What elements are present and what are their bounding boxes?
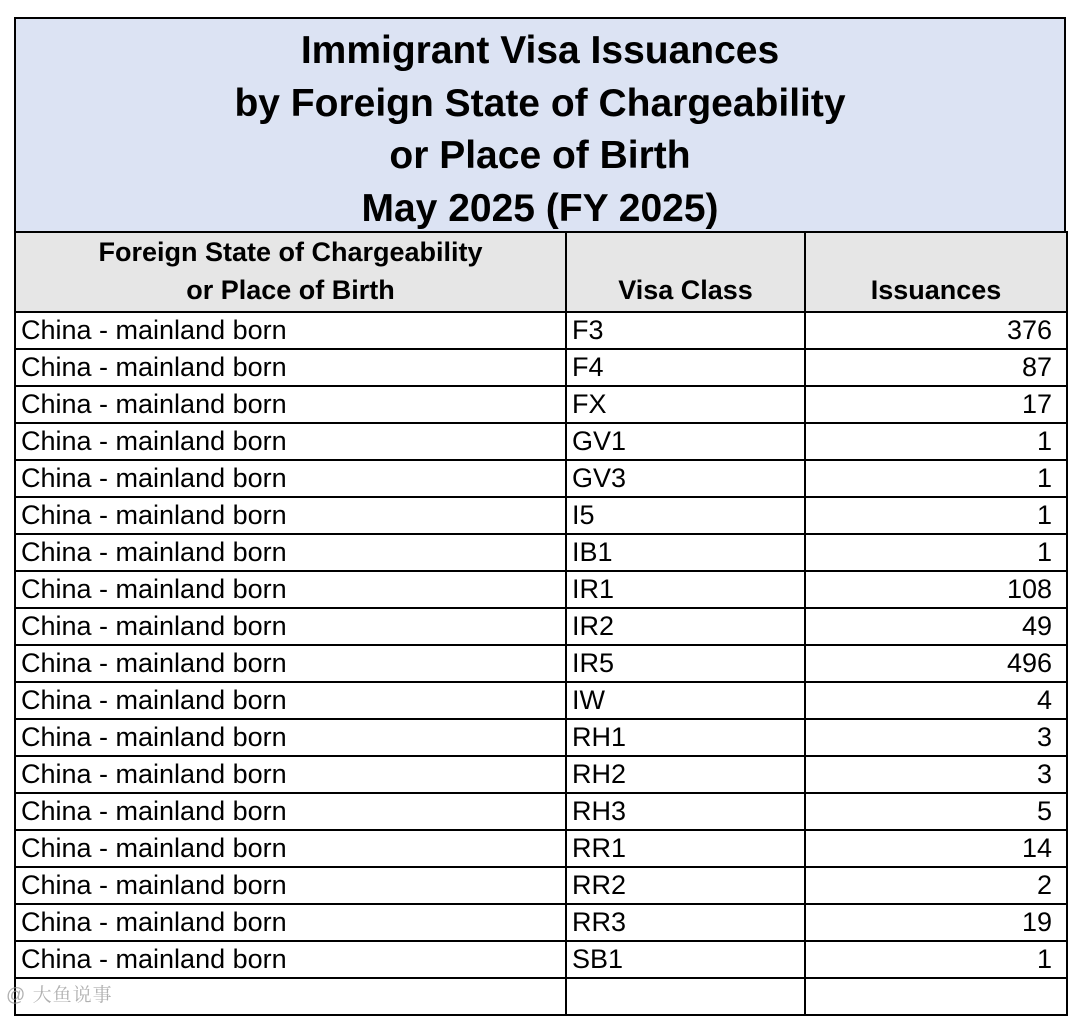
column-header-country-line-2: or Place of Birth (186, 275, 395, 305)
table-row (15, 682, 1067, 719)
country-cell: China - mainland born (15, 830, 566, 867)
visa-class-cell: IR5 (566, 645, 805, 682)
visa-class-cell: RH1 (566, 719, 805, 756)
column-header-visa-class: Visa Class (566, 232, 805, 312)
table-row (15, 423, 1067, 460)
report-title (14, 17, 1066, 231)
table-row (15, 460, 1067, 497)
visa-class-cell: I5 (566, 497, 805, 534)
issuances-cell: 4 (805, 682, 1067, 719)
country-cell: China - mainland born (15, 460, 566, 497)
visa-class-cell: RR3 (566, 904, 805, 941)
title-line-4: May 2025 (FY 2025) (361, 186, 719, 230)
table-row (15, 867, 1067, 904)
country-cell: China - mainland born (15, 608, 566, 645)
issuances-cell: 1 (805, 534, 1067, 571)
watermark: @ 大鱼说事 (6, 985, 113, 1006)
issuances-cell: 108 (805, 571, 1067, 608)
country-cell: China - mainland born (15, 682, 566, 719)
country-cell: China - mainland born (15, 645, 566, 682)
table-row (15, 904, 1067, 941)
table-row (15, 497, 1067, 534)
issuances-cell: 19 (805, 904, 1067, 941)
visa-class-cell: IB1 (566, 534, 805, 571)
issuances-cell: 3 (805, 719, 1067, 756)
visa-class-cell: F4 (566, 349, 805, 386)
country-cell: China - mainland born (15, 719, 566, 756)
title-line-1: Immigrant Visa Issuances (300, 29, 780, 72)
table-row (15, 719, 1067, 756)
visa-issuance-sheet (14, 17, 1066, 1016)
issuance-table (14, 231, 1068, 1016)
column-header-country (15, 232, 566, 312)
visa-class-cell: IR2 (566, 608, 805, 645)
country-cell: China - mainland born (15, 386, 566, 423)
table-row (15, 756, 1067, 793)
issuances-cell: 17 (805, 386, 1067, 423)
table-row (15, 571, 1067, 608)
country-cell: China - mainland born (15, 497, 566, 534)
table-row (15, 534, 1067, 571)
country-cell: China - mainland born (15, 867, 566, 904)
issuances-cell: 3 (805, 756, 1067, 793)
table-row (15, 312, 1067, 349)
table-row (15, 349, 1067, 386)
issuances-cell: 1 (805, 460, 1067, 497)
country-cell: China - mainland born (15, 423, 566, 460)
visa-class-cell: GV1 (566, 423, 805, 460)
country-cell: China - mainland born (15, 904, 566, 941)
country-cell: China - mainland born (15, 312, 566, 349)
country-cell: China - mainland born (15, 793, 566, 830)
table-row (15, 608, 1067, 645)
country-cell: China - mainland born (15, 756, 566, 793)
table-row (15, 978, 1067, 1015)
title-line-2: by Foreign State of Chargeability (234, 81, 846, 125)
visa-class-cell: FX (566, 386, 805, 423)
visa-class-cell: F3 (566, 312, 805, 349)
visa-class-cell: SB1 (566, 941, 805, 978)
issuances-cell: 1 (805, 941, 1067, 978)
issuances-cell: 5 (805, 793, 1067, 830)
visa-class-cell: IW (566, 682, 805, 719)
visa-class-cell: GV3 (566, 460, 805, 497)
table-row (15, 645, 1067, 682)
visa-class-cell: RH3 (566, 793, 805, 830)
table-row (15, 793, 1067, 830)
issuances-cell: 1 (805, 497, 1067, 534)
visa-class-cell: IR1 (566, 571, 805, 608)
country-cell: China - mainland born (15, 941, 566, 978)
visa-class-cell: RR2 (566, 867, 805, 904)
country-cell: China - mainland born (15, 571, 566, 608)
column-header-country-line-1: Foreign State of Chargeability (98, 237, 483, 267)
visa-class-cell: RH2 (566, 756, 805, 793)
issuances-cell: 14 (805, 830, 1067, 867)
issuances-cell: 49 (805, 608, 1067, 645)
table-header-row (15, 232, 1067, 312)
issuances-cell (805, 978, 1067, 1015)
table-row (15, 386, 1067, 423)
country-cell: China - mainland born (15, 349, 566, 386)
issuances-cell: 496 (805, 645, 1067, 682)
issuances-cell: 1 (805, 423, 1067, 460)
title-line-3: or Place of Birth (389, 134, 691, 177)
table-row (15, 830, 1067, 867)
issuances-cell: 376 (805, 312, 1067, 349)
table-body (15, 312, 1067, 1015)
issuances-cell: 2 (805, 867, 1067, 904)
country-cell: China - mainland born (15, 534, 566, 571)
column-header-issuances: Issuances (805, 232, 1067, 312)
visa-class-cell (566, 978, 805, 1015)
issuances-cell: 87 (805, 349, 1067, 386)
visa-class-cell: RR1 (566, 830, 805, 867)
table-row (15, 941, 1067, 978)
